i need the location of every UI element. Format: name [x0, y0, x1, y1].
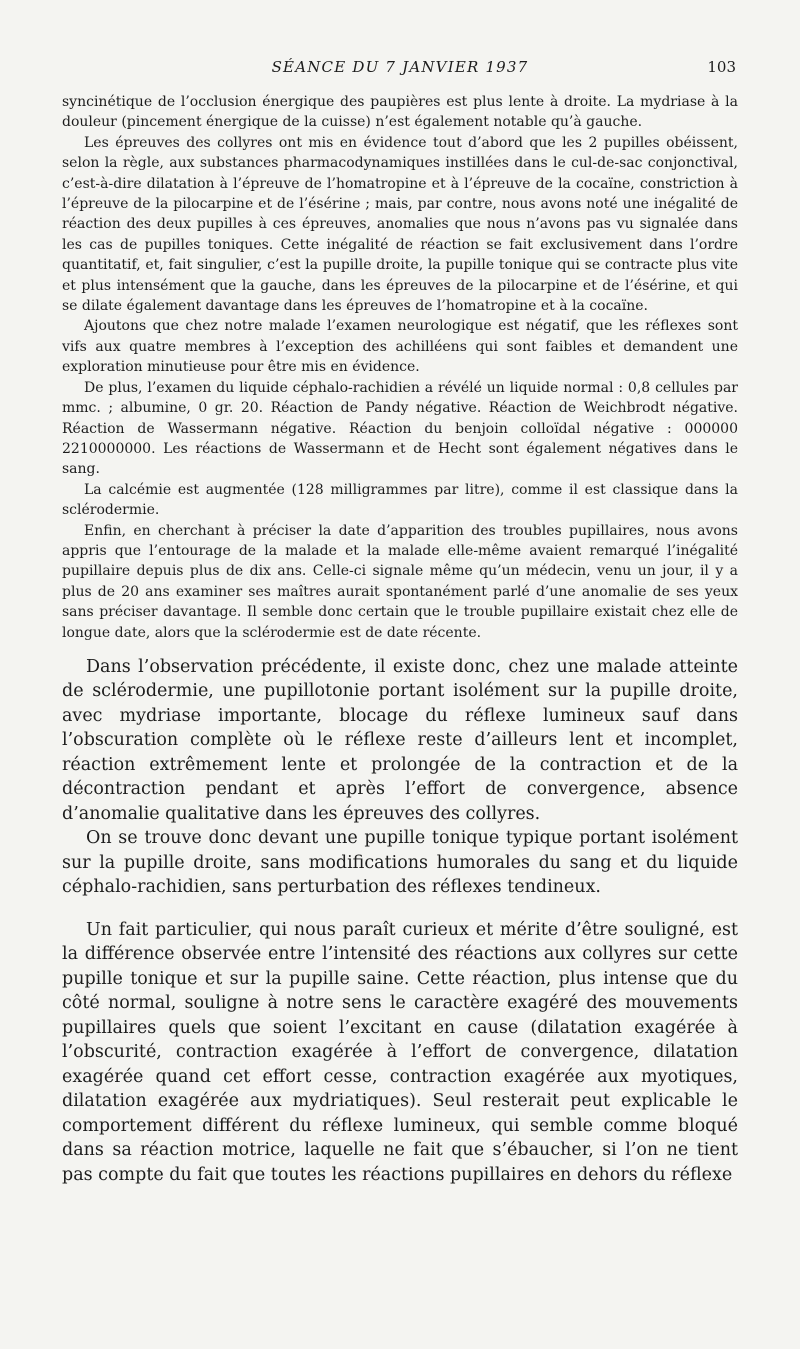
large-paragraph-1: Dans l’observation précédente, il existe donc, chez une malade atteinte de sclérodermie, une pupillotonie portant isolément sur la pupille droite, avec mydriase importante, blocage du réflexe lumineux sauf dans l’obscuration complète où le réflexe reste d’ailleurs lent et incomplet, réaction extrêmement lente et prolongée de la contraction et de la décontraction pendant et après l’effort de convergence, absence d’anomalie qualitative dans les épreuves des collyres. [62, 656, 738, 824]
small-print-section [62, 92, 738, 643]
running-header [62, 58, 738, 86]
small-paragraph-2: Les épreuves des collyres ont mis en évidence tout d’abord que les 2 pupilles obéissent, selon la règle, aux substances pharmacodynamiques instillées dans le cul-de-sac conjonctival, c’est-à-dire dilatation à l’épreuve de l’homatropine et à l’épreuve de la cocaïne, constriction à l’épreuve de la pilocarpine et de l’ésérine ; mais, par contre, nous avons noté une inégalité de réaction des deux pupilles à ces épreuves, anomalies que nous n’avons pas vu signalée dans les cas de pupilles toniques. Cette inégalité de réaction se fait exclusivement dans l’ordre quantitatif, et, fait singulier, c’est la pupille droite, la pupille tonique qui se contracte plus vite et plus intensément que la gauche, dans les épreuves de la pilocarpine et de l’ésérine, et qui se dilate également davantage dans les épreuves de l’homatropine et à la cocaïne. [62, 134, 738, 315]
large-paragraph-2: On se trouve donc devant une pupille tonique typique portant isolément sur la pupille droite, sans modifications humorales du sang et du liquide céphalo-rachidien, sans perturbation des réflexes tendineux. [62, 828, 738, 898]
large-paragraph-3: Un fait particulier, qui nous paraît curieux et mérite d’être souligné, est la différence observée entre l’intensité des réactions aux collyres sur cette pupille tonique et sur la pupille saine. Cette réaction, plus intense que du côté normal, souligne à notre sens le caractère exagéré des mouvements pupillaires quels que soient l’excitant en cause (dilatation exagérée à l’obscurité, contraction exagérée à l’effort de convergence, dilatation exagérée quand cet effort cesse, contraction exagérée aux myotiques, dilatation exagérée aux mydriatiques). Seul resterait peut explicable le comportement différent du réflexe lumineux, qui semble comme bloqué dans sa réaction motrice, laquelle ne fait que s’ébaucher, si l’on ne tient pas compte du fait que toutes les réactions pupillaires en dehors du réflexe [62, 919, 738, 1185]
page-number: 103 [707, 58, 736, 76]
small-paragraph-6: Enfin, en cherchant à préciser la date d’apparition des troubles pupillaires, nous avons appris que l’entourage de la malade et la malade elle-même avaient remarqué l’inégalité pupillaire depuis plus de dix ans. Celle-ci signale même qu’un médecin, venu un jour, il y a plus de 20 ans examiner ses maîtres aurait spontanément parlé d’une anomalie de ses yeux sans préciser davantage. Il semble donc certain que le trouble pupillaire existait chez elle de longue date, alors que la sclérodermie est de date récente. [62, 522, 738, 641]
small-paragraph-1: syncinétique de l’occlusion énergique des paupières est plus lente à droite. La mydriase à la douleur (pincement énergique de la cuisse) n’est également notable qu’à gauche. [62, 94, 738, 131]
small-paragraph-5: La calcémie est augmentée (128 milligrammes par litre), comme il est classique dans la sclérodermie. [62, 481, 738, 519]
small-paragraph-4: De plus, l’examen du liquide céphalo-rachidien a révélé un liquide normal : 0,8 cellules par mmc. ; albumine, 0 gr. 20. Réaction de Pandy négative. Réaction de Weichbrodt négative. Réaction de Wassermann négative. Réaction du benjoin colloïdal négative : 000000 2210000000. Les réactions de Wassermann et de Hecht sont également négatives dans le sang. [62, 379, 738, 478]
running-title: SÉANCE DU 7 JANVIER 1937 [271, 58, 529, 76]
main-text-section [62, 655, 738, 1188]
small-paragraph-3: Ajoutons que chez notre malade l’examen neurologique est négatif, que les réflexes sont vifs aux quatre membres à l’exception des achilléens qui sont faibles et demandent une exploration minutieuse pour être mis en évidence. [62, 318, 738, 376]
